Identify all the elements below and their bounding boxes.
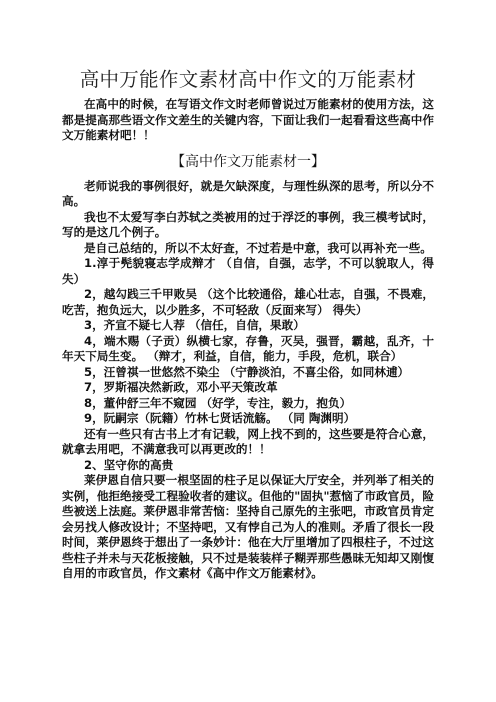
list-item: 4，端木赐（子贡）纵横七家，存鲁，灭吴，强晋，霸越，乱齐，十年天下局生变。 （辩才，利益，自信，能力，手段，危机，联合） [62, 333, 434, 363]
list-item: 9，阮嗣宗（阮籍）竹林七贤话流觞。 （同 陶渊明） [84, 411, 356, 425]
intro-paragraph: 在高中的时候，在写语文作文时老师曾说过万能素材的使用方法，这都是提高那些语文作文差生的关键内容，下面让我们一起看看这些高中作文万能素材吧！！ [62, 97, 434, 142]
list-item: 5，汪曾祺一世悠然不染尘 （宁静淡泊，不喜尘俗，如同林逋） [84, 364, 410, 379]
list-item: 7，罗斯福决然新政，邓小平天策改革 [84, 380, 278, 394]
subheading: 2、坚守你的高贵 [84, 457, 174, 472]
list-item: 8，董仲舒三年不窥园 （好学，专注，毅力，抱负） [84, 395, 352, 410]
paragraph: 是自己总结的，所以不太好查，不过若是中意，我可以再补充一些。 [84, 240, 432, 255]
paragraph: 老师说我的事例很好，就是欠缺深度，与理性纵深的思考，所以分不高。 [62, 178, 434, 208]
document-title: 高中万能作文素材高中作文的万能素材 [79, 68, 417, 91]
section-heading: 【高中作文万能素材一】 [171, 153, 325, 170]
story-paragraph: 莱伊恩自信只要一根坚固的柱子足以保证大厅安全，并列举了相关的实例，他拒绝接受工程验收者的建议。但他的"固执"惹恼了市政官员，险些被送上法庭。莱伊恩非常苦恼：坚持自己原先的主张吧，市政官员肯定会另找人修改设计；不坚持吧，又有悖自己为人的准则。矛盾了很长一段时间，莱伊恩终于想出了一条妙计：他在大厅里增加了四根柱子，不过这些柱子并未与天花板接触，只不过是装装样子糊弄那些愚昧无知却又刚愎自用的市政官员，作文素材《高中作文万能素材》。 [62, 473, 434, 580]
list-item: 2，越勾践三千甲败吴 （这个比较通俗，雄心壮志，自强，不畏难，吃苦，抱负远大，以少胜多，不可轻敌（反面来写） 得失） [62, 287, 434, 317]
closing-paragraph: 还有一些只有古书上才有记载，网上找不到的，这些要是符合心意，就拿去用吧，不满意我可以再更改的！！ [62, 426, 434, 456]
list-item: 1.淳于髡貌寝志学成辩才 （自信，自强，志学，不可以貌取人，得失） [62, 256, 434, 286]
list-item: 3，齐宣不疑七人荐 （信任，自信，果敢） [84, 318, 305, 332]
document-body [62, 97, 434, 582]
paragraph: 我也不太爱写李白苏轼之类被用的过于浮泛的事例，我三模考试时，写的是这几个例子。 [62, 209, 434, 239]
